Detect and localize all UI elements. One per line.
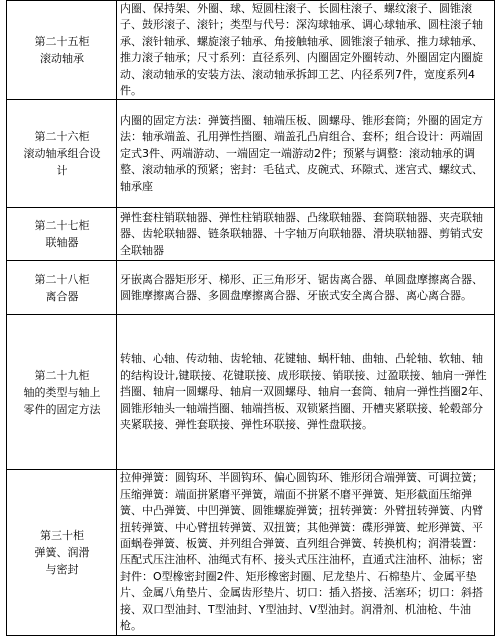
table-row [7,470,495,635]
cabinet-name-line: 联轴器 [45,236,79,250]
table-row [7,1,495,100]
cabinet-name-line: 第二十六柜 [34,130,90,144]
cabinet-name-line: 离合器 [45,289,79,303]
cabinet-name-cell [7,261,117,315]
cabinet-content-cell: 牙嵌离合器矩形牙、梯形、正三角形牙、锯齿离合器、单圆盘摩擦离合器、圆锥摩擦离合器、多圆盘摩擦离合器、牙嵌式安全离合器、离心离合器。 [117,261,495,315]
cabinet-name-line: 弹簧、润滑 [34,545,90,559]
cabinet-name-cell [7,470,117,635]
cabinet-name-line: 滚动轴承 [40,52,84,66]
cabinet-name-line: 与密封 [45,562,79,576]
cabinet-content-cell: 内圈、保持架、外圈、球、短圆柱滚子、长圆柱滚子、螺纹滚子、圆锥滚子、鼓形滚子、滚针；类型与代号：深沟球轴承、调心球轴承、圆柱滚子轴承、滚针轴承、螺旋滚子轴承、角接触轴承、圆锥滚子轴承、推力球轴承、推力滚子轴承；尺寸系列：直径系列、内圈固定外圈转动、外圈固定内圈旋动、滚动轴承的安装方法、滚动轴承拆卸工艺、内径系列7件，宽度系列4件。 [117,1,495,100]
cabinet-name-line: 滚动轴承组合设 [23,147,101,161]
cabinet-content-cell: 弹性套柱销联轴器、弹性柱销联轴器、凸缘联轴器、套筒联轴器、夹壳联轴器、齿轮联轴器、链条联轴器、十字轴万向联轴器、滑块联轴器、剪销式安全联轴器 [117,208,495,261]
cabinet-name-line: 零件的固定方法 [23,402,101,416]
cabinet-name-cell [7,315,117,470]
cabinet-content-cell: 内圈的固定方法：弹簧挡圈、轴端压板、圆螺母、锥形套筒；外圈的固定方法：轴承端盖、孔用弹性挡圈、端盖孔凸肩组合、套杯；组合设计：两端固定式3件、两端游动、一端固定一端游动2件；预紧与调整：滚动轴承的调整、滚动轴承的预紧；密封：毛毡式、皮碗式、环隙式、迷宫式、螺纹式、轴承座 [117,100,495,208]
table-row [7,100,495,208]
cabinet-name-cell [7,208,117,261]
cabinet-content-cell: 拉伸弹簧：圆钩环、半圆钩环、偏心圆钩环、锥形闭合端弹簧、可调拉簧；压缩弹簧：端面拼紧磨平弹簧，端面不拼紧不磨平弹簧、矩形截面压缩弹簧、中凸弹簧、中凹弹簧、圆锥螺旋弹簧；扭转弹簧：外臂扭转弹簧、内臂扭转弹簧、中心臂扭转弹簧、双扭簧；其他弹簧：碟形弹簧、蛇形弹簧、平面蜗卷弹簧、板簧、并列组合弹簧、直列组合弹簧、转换机构；润滑装置：压配式压注油杯、油绳式有杯、接头式压注油杯，直通式注油杯、油标；密封件：O型橡密封圈2件、矩形橡密封圈、尼龙垫片、石棉垫片、金属平垫片、金属八角垫片、金属齿形垫片、切口：插入搭接、活塞环；切口：斜搭接、双口型油封、T型油封、Y型油封、V型油封。润滑剂、机油枪、牛油枪。 [117,470,495,635]
table-row [7,315,495,470]
cabinet-name-line: 第二十七柜 [34,219,90,233]
cabinet-name-line: 计 [56,164,68,178]
cabinet-name-line: 第三十柜 [40,528,84,542]
cabinet-name-line: 第二十五柜 [34,35,90,49]
cabinet-spec-table [6,0,495,636]
cabinet-name-line: 轴的类型与轴上 [23,385,101,399]
cabinet-name-line: 第二十九柜 [34,368,90,382]
table-row [7,208,495,261]
cabinet-name-cell [7,100,117,208]
table-row [7,261,495,315]
cabinet-content-cell: 转轴、心轴、传动轴、齿轮轴、花键轴、蜗杆轴、曲轴、凸轮轴、软轴、轴的结构设计,键联接、花键联接、成形联接、销联接、过盈联接、轴肩一弹性挡圈、轴肩一圆螺母、轴肩一双圆螺母、轴肩一套筒、轴肩一弹性挡圈2年、圆锥形轴头一轴端挡圈、轴端挡板、双锁紧挡圈、开槽夹紧联接、轮毂部分夹紧联接、弹性套联接、弹性环联接、弹性盘联接。 [117,315,495,470]
cabinet-name-line: 第二十八柜 [34,272,90,286]
cabinet-name-cell [7,1,117,100]
